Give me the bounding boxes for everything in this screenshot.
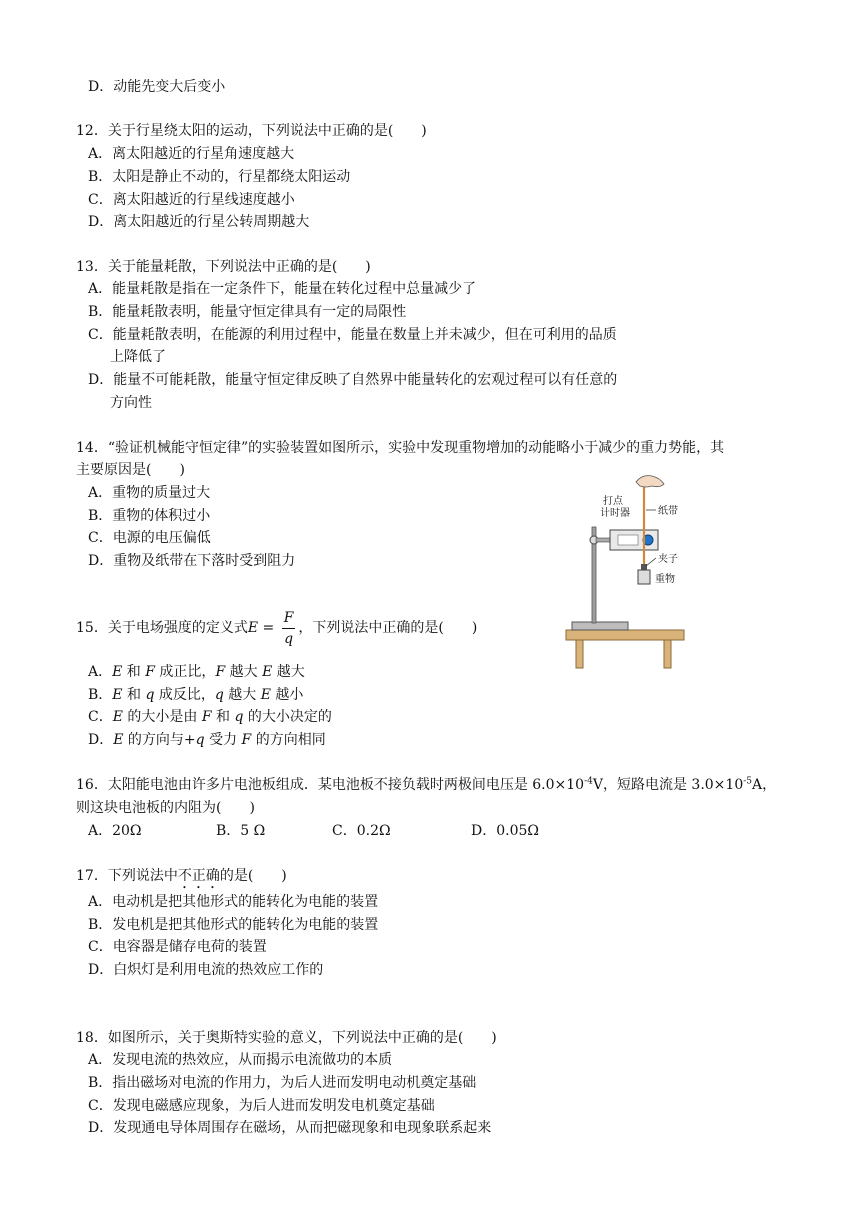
q17-option-b: B．发电机是把其他形式的能转化为电能的装置 bbox=[88, 917, 379, 933]
q13-option-a: A．能量耗散是指在一定条件下，能量在转化过程中总量减少了 bbox=[88, 281, 477, 297]
q14-apparatus-figure bbox=[560, 472, 690, 672]
q18-option-d: D．发现通电导体周围存在磁场，从而把磁现象和电现象联系起来 bbox=[88, 1120, 492, 1136]
q13-stem: 13．关于能量耗散，下列说法中正确的是( ) bbox=[76, 259, 371, 275]
figure-label-timer-1: 打点 bbox=[603, 496, 623, 507]
q12-option-d: D．离太阳越近的行星公转周期越大 bbox=[88, 214, 310, 230]
q15-option-c: C．E 的大小是由 F 和 q 的大小决定的 bbox=[88, 709, 332, 725]
q13-option-d-line2: 方向性 bbox=[110, 395, 152, 411]
q16-stem-line1: 16．太阳能电池由许多片电池板组成．某电池板不接负载时两极间电压是 $6.0\times 10^{-4}V$，短路电流是 $3.0\times 10^{-5}A$， bbox=[76, 776, 777, 793]
q17-emphasis-text: 不正确 bbox=[177, 868, 220, 884]
q17-option-d: D．白炽灯是利用电流的热效应工作的 bbox=[88, 962, 324, 978]
q15-fraction: $\frac{F}{q}$ bbox=[283, 609, 294, 647]
q14-option-b: B．重物的体积过小 bbox=[88, 508, 211, 524]
q17-stem: 17．下列说法中不正确的是( ) bbox=[76, 868, 287, 884]
q14-option-d: D．重物及纸带在下落时受到阻力 bbox=[88, 553, 296, 569]
q13-option-b: B．能量耗散表明，能量守恒定律具有一定的局限性 bbox=[88, 304, 407, 320]
q18-option-a: A．发现电流的热效应，从而揭示电流做功的本质 bbox=[88, 1052, 393, 1068]
q12-option-c: C．离太阳越近的行星线速度越小 bbox=[88, 192, 295, 208]
q12-stem: 12．关于行星绕太阳的运动，下列说法中正确的是( ) bbox=[76, 123, 427, 139]
q12-option-b: B．太阳是静止不动的，行星都绕太阳运动 bbox=[88, 169, 351, 185]
q14-option-c: C．电源的电压偏低 bbox=[88, 530, 211, 546]
q18-stem: 18．如图所示，关于奥斯特实验的意义，下列说法中正确的是( ) bbox=[76, 1030, 497, 1046]
figure-label-weight: 重物 bbox=[655, 574, 675, 585]
q16-option-d: D．0.05Ω bbox=[471, 823, 540, 839]
q16-option-c: C．0.2Ω bbox=[332, 823, 391, 839]
q15-option-a: A．E 和 F 成正比，F 越大 E 越大 bbox=[88, 664, 305, 680]
q16-option-a: A．20Ω bbox=[88, 823, 142, 839]
figure-label-clip: 夹子 bbox=[658, 554, 678, 565]
q17-option-a: A．电动机是把其他形式的能转化为电能的装置 bbox=[88, 894, 379, 910]
q18-option-b: B．指出磁场对电流的作用力，为后人进而发明电动机奠定基础 bbox=[88, 1075, 477, 1091]
q14-stem-line1: 14．“验证机械能守恒定律”的实验装置如图所示，实验中发现重物增加的动能略小于减少的重力势能，其 bbox=[76, 440, 725, 456]
q13-option-d-line1: D．能量不可能耗散，能量守恒定律反映了自然界中能量转化的宏观过程可以有任意的 bbox=[88, 372, 618, 388]
q15-option-d: D．E 的方向与+q 受力 F 的方向相同 bbox=[88, 732, 326, 748]
q14-option-a: A．重物的质量过大 bbox=[88, 485, 211, 501]
q11-option-d: D．动能先变大后变小 bbox=[88, 79, 226, 95]
q16-option-b: B．5 Ω bbox=[216, 823, 266, 839]
q18-option-c: C．发现电磁感应现象，为后人进而发明发电机奠定基础 bbox=[88, 1098, 435, 1114]
figure-label-timer-2: 计时器 bbox=[600, 508, 630, 519]
q12-option-a: A．离太阳越近的行星角速度越大 bbox=[88, 146, 295, 162]
q16-stem-line2: 则这块电池板的内阻为( ) bbox=[76, 800, 255, 816]
q15-option-b: B．E 和 q 成反比，q 越大 E 越小 bbox=[88, 687, 304, 703]
q13-option-c-line1: C．能量耗散表明，在能源的利用过程中，能量在数量上并未减少，但在可利用的品质 bbox=[88, 327, 617, 343]
figure-label-tape: 纸带 bbox=[658, 506, 678, 517]
q13-option-c-line2: 上降低了 bbox=[110, 349, 166, 365]
q17-option-c: C．电容器是储存电荷的装置 bbox=[88, 939, 267, 955]
q15-stem: 15．关于电场强度的定义式E = $\frac{F}{q}$ ，下列说法中正确的是( ) bbox=[76, 609, 478, 647]
q14-stem-line2: 主要原因是( ) bbox=[76, 462, 185, 478]
